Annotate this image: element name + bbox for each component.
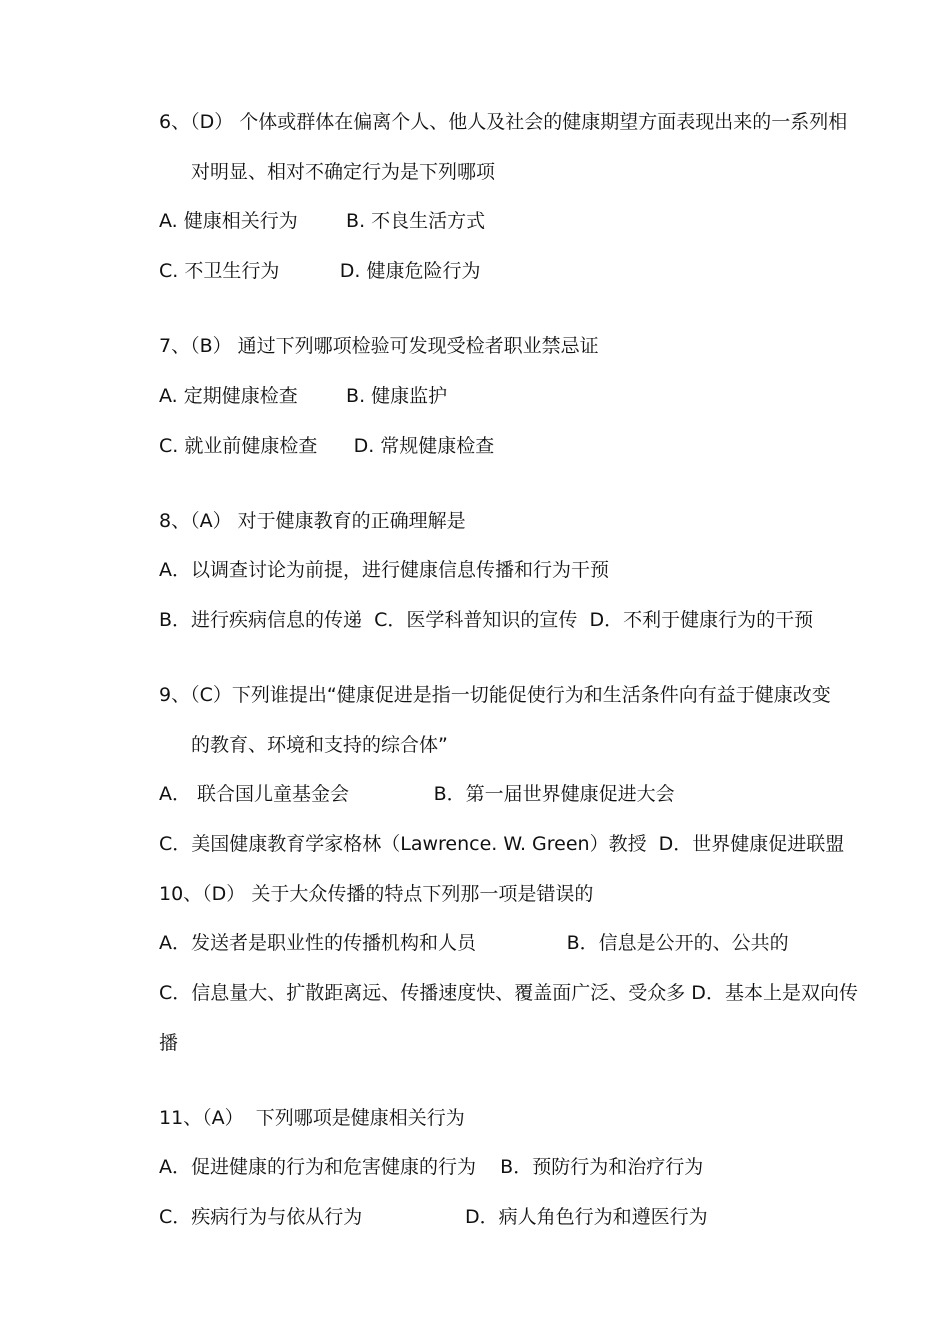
q6-stem: 6、（D） 个体或群体在偏离个人、他人及社会的健康期望方面表现出来的一系列相 <box>159 111 848 133</box>
q6-options-ab: A. 健康相关行为 B. 不良生活方式 <box>159 210 486 232</box>
q10-options-ab: A．发送者是职业性的传播机构和人员 B．信息是公开的、公共的 <box>159 932 789 954</box>
q9-options-cd: C．美国健康教育学家格林（Lawrence. W. Green）教授 D．世界健康促进联盟 <box>159 833 845 855</box>
q7-stem: 7、（B） 通过下列哪项检验可发现受检者职业禁忌证 <box>159 335 599 357</box>
q11-options-cd: C．疾病行为与依从行为 D．病人角色行为和遵医行为 <box>159 1206 708 1228</box>
q8-stem: 8、（A） 对于健康教育的正确理解是 <box>159 510 466 532</box>
q6-stem-cont: 对明显、相对不确定行为是下列哪项 <box>191 161 496 183</box>
q10-stem: 10、（D） 关于大众传播的特点下列那一项是错误的 <box>159 883 594 905</box>
q9-stem: 9、（C）下列谁提出“健康促进是指一切能促使行为和生活条件向有益于健康改变 <box>159 684 831 706</box>
q8-option-a: A．以调查讨论为前提，进行健康信息传播和行为干预 <box>159 559 609 581</box>
q7-options-ab: A. 定期健康检查 B. 健康监护 <box>159 385 448 407</box>
q8-options-bcd: B．进行疾病信息的传递 C．医学科普知识的宣传 D．不利于健康行为的干预 <box>159 609 814 631</box>
q10-options-cd: C．信息量大、扩散距离远、传播速度快、覆盖面广泛、受众多 D．基本上是双向传 <box>159 982 858 1004</box>
q9-options-ab: A． 联合国儿童基金会 B．第一届世界健康促进大会 <box>159 783 675 805</box>
q6-options-cd: C. 不卫生行为 D. 健康危险行为 <box>159 260 481 282</box>
q10-options-cd-cont: 播 <box>159 1032 179 1054</box>
q11-stem: 11、（A） 下列哪项是健康相关行为 <box>159 1107 465 1129</box>
q7-options-cd: C. 就业前健康检查 D. 常规健康检查 <box>159 435 495 457</box>
q11-options-ab: A．促进健康的行为和危害健康的行为 B．预防行为和治疗行为 <box>159 1156 704 1178</box>
q9-stem-cont: 的教育、环境和支持的综合体” <box>191 734 448 756</box>
